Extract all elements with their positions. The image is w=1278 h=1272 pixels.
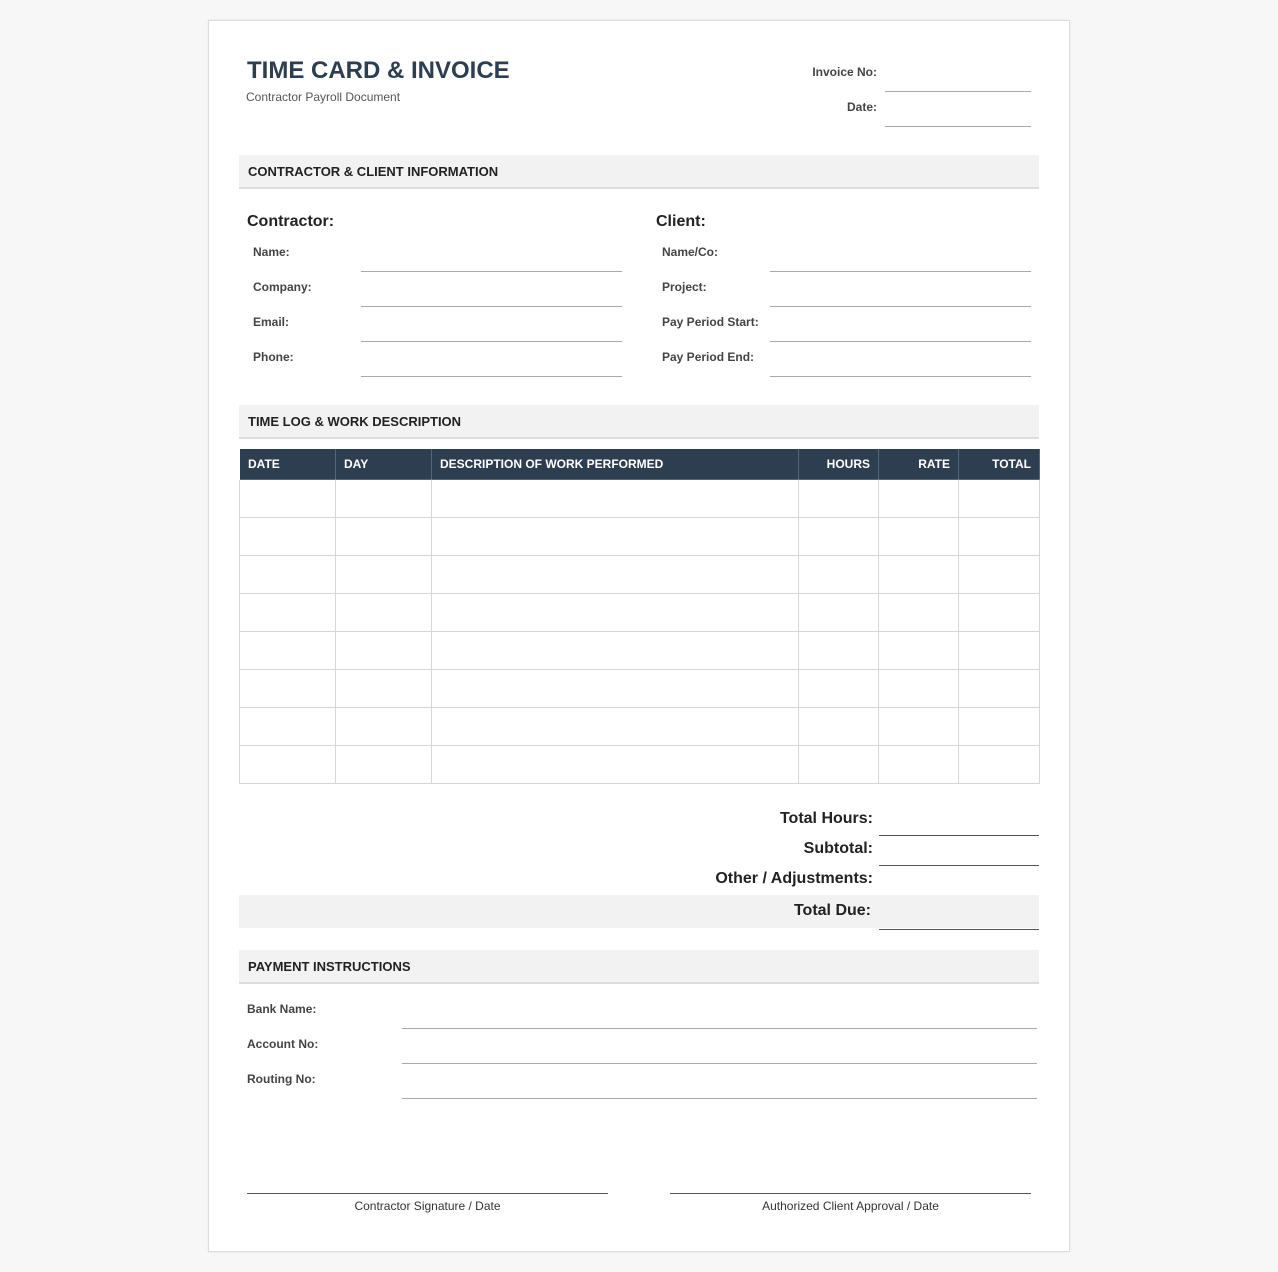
table-cell[interactable] — [799, 556, 879, 594]
column-header-date: DATE — [240, 449, 336, 480]
contractor-name-field[interactable] — [361, 271, 622, 272]
client-project-field[interactable] — [770, 306, 1031, 307]
table-cell[interactable] — [959, 594, 1040, 632]
table-cell[interactable] — [879, 708, 959, 746]
table-cell[interactable] — [959, 556, 1040, 594]
contractor-phone-label: Phone: — [253, 350, 294, 364]
total-due-field[interactable] — [879, 929, 1039, 930]
table-cell[interactable] — [799, 594, 879, 632]
contractor-name-label: Name: — [253, 245, 290, 259]
column-header-rate: RATE — [879, 449, 959, 480]
total-hours-label: Total Hours: — [779, 810, 873, 827]
contractor-email-field[interactable] — [361, 341, 622, 342]
column-header-total: TOTAL — [959, 449, 1040, 480]
table-cell[interactable] — [879, 594, 959, 632]
table-row — [240, 632, 1040, 670]
table-cell[interactable] — [799, 518, 879, 556]
table-cell[interactable] — [959, 708, 1040, 746]
page-title: TIME CARD & INVOICE — [247, 57, 510, 84]
table-cell[interactable] — [799, 632, 879, 670]
client-approval-field[interactable] — [670, 1193, 1031, 1194]
pay-period-start-label: Pay Period Start: — [662, 315, 759, 329]
table-cell[interactable] — [240, 746, 336, 784]
client-approval-label: Authorized Client Approval / Date — [762, 1199, 939, 1213]
page-subtitle: Contractor Payroll Document — [246, 90, 401, 104]
client-project-label: Project: — [662, 280, 707, 294]
table-cell[interactable] — [959, 480, 1040, 518]
client-name-field[interactable] — [770, 271, 1031, 272]
section-header-info — [239, 155, 1039, 189]
table-cell[interactable] — [799, 746, 879, 784]
date-label: Date: — [846, 100, 877, 114]
table-cell[interactable] — [336, 518, 432, 556]
table-cell[interactable] — [336, 708, 432, 746]
total-hours-field[interactable] — [879, 835, 1039, 836]
table-cell[interactable] — [432, 670, 799, 708]
adjustments-label: Other / Adjustments: — [715, 870, 873, 887]
date-field[interactable] — [885, 126, 1031, 127]
table-cell[interactable] — [240, 480, 336, 518]
table-cell[interactable] — [432, 518, 799, 556]
table-cell[interactable] — [240, 518, 336, 556]
table-row — [240, 670, 1040, 708]
bank-name-field[interactable] — [402, 1028, 1037, 1029]
table-row — [240, 556, 1040, 594]
section-title: PAYMENT INSTRUCTIONS — [248, 959, 411, 974]
table-cell[interactable] — [240, 594, 336, 632]
pay-period-start-field[interactable] — [770, 341, 1031, 342]
table-cell[interactable] — [432, 556, 799, 594]
contractor-phone-field[interactable] — [361, 376, 622, 377]
table-cell[interactable] — [799, 670, 879, 708]
table-row — [240, 518, 1040, 556]
table-cell[interactable] — [959, 670, 1040, 708]
invoice-no-label: Invoice No: — [812, 65, 877, 79]
table-cell[interactable] — [959, 632, 1040, 670]
section-title: CONTRACTOR & CLIENT INFORMATION — [248, 164, 499, 179]
column-header-day: DAY — [336, 449, 432, 480]
table-row — [240, 746, 1040, 784]
table-cell[interactable] — [336, 594, 432, 632]
column-header-description: DESCRIPTION OF WORK PERFORMED — [432, 449, 799, 480]
table-cell[interactable] — [336, 670, 432, 708]
contractor-company-label: Company: — [253, 280, 312, 294]
table-cell[interactable] — [879, 670, 959, 708]
table-cell[interactable] — [240, 670, 336, 708]
contractor-email-label: Email: — [253, 315, 290, 329]
contractor-signature-label: Contractor Signature / Date — [354, 1199, 501, 1213]
table-cell[interactable] — [959, 746, 1040, 784]
table-cell[interactable] — [336, 480, 432, 518]
invoice-page — [208, 20, 1070, 1252]
routing-no-field[interactable] — [402, 1098, 1037, 1099]
time-log-table — [239, 449, 1040, 784]
table-cell[interactable] — [432, 480, 799, 518]
table-cell[interactable] — [959, 518, 1040, 556]
routing-no-label: Routing No: — [247, 1072, 316, 1086]
table-cell[interactable] — [240, 556, 336, 594]
section-header-log — [239, 405, 1039, 439]
table-cell[interactable] — [336, 632, 432, 670]
table-cell[interactable] — [879, 556, 959, 594]
table-cell[interactable] — [879, 746, 959, 784]
table-cell[interactable] — [240, 708, 336, 746]
column-header-hours: HOURS — [799, 449, 879, 480]
account-no-field[interactable] — [402, 1063, 1037, 1064]
table-cell[interactable] — [240, 632, 336, 670]
invoice-no-field[interactable] — [885, 91, 1031, 92]
total-due-label: Total Due: — [793, 902, 871, 919]
section-header-payment — [239, 950, 1039, 984]
pay-period-end-label: Pay Period End: — [662, 350, 755, 364]
table-cell[interactable] — [432, 632, 799, 670]
contractor-heading: Contractor: — [247, 213, 335, 230]
table-cell[interactable] — [799, 708, 879, 746]
table-cell[interactable] — [879, 632, 959, 670]
table-header-row — [240, 449, 1040, 480]
account-no-label: Account No: — [247, 1037, 319, 1051]
bank-name-label: Bank Name: — [247, 1002, 317, 1016]
table-cell[interactable] — [799, 480, 879, 518]
section-title: TIME LOG & WORK DESCRIPTION — [248, 414, 462, 429]
table-row — [240, 594, 1040, 632]
table-row — [240, 708, 1040, 746]
table-cell[interactable] — [432, 708, 799, 746]
table-cell[interactable] — [879, 480, 959, 518]
client-heading: Client: — [656, 213, 706, 230]
table-cell[interactable] — [879, 518, 959, 556]
client-name-label: Name/Co: — [662, 245, 719, 259]
table-row — [240, 480, 1040, 518]
contractor-company-field[interactable] — [361, 306, 622, 307]
subtotal-field[interactable] — [879, 865, 1039, 866]
table-cell[interactable] — [336, 556, 432, 594]
pay-period-end-field[interactable] — [770, 376, 1031, 377]
table-cell[interactable] — [432, 594, 799, 632]
table-cell[interactable] — [336, 746, 432, 784]
table-cell[interactable] — [432, 746, 799, 784]
subtotal-label: Subtotal: — [803, 840, 873, 857]
contractor-signature-field[interactable] — [247, 1193, 608, 1194]
